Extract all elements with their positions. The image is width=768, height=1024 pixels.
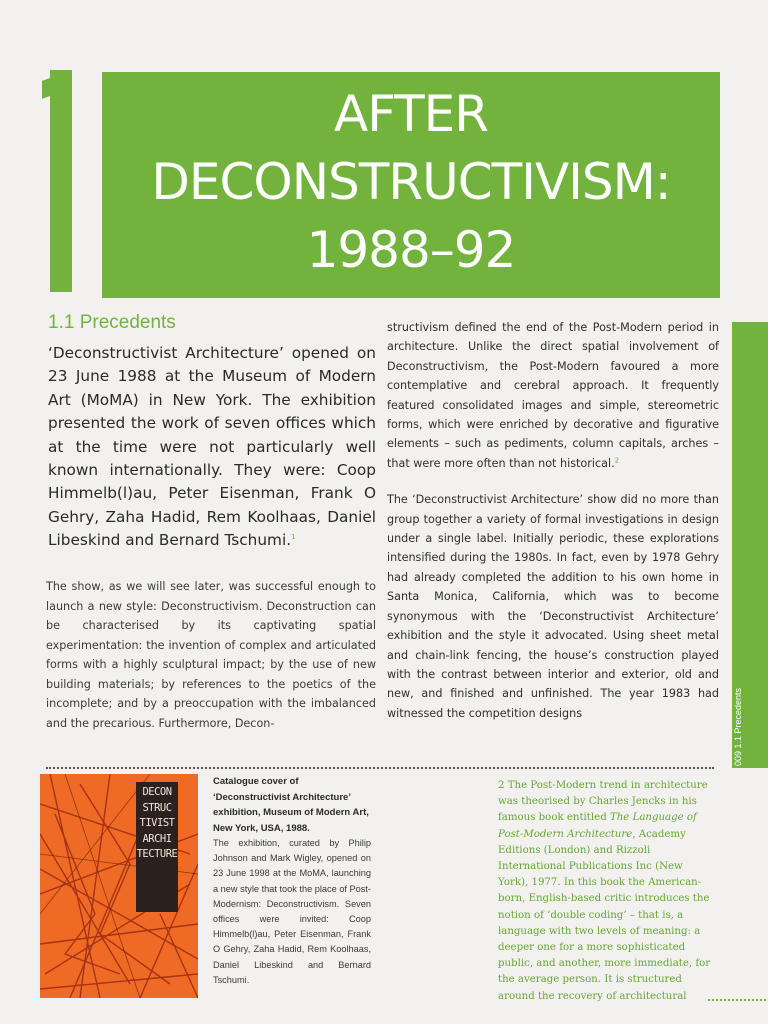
footnote-book-title: The Language of Post-Modern Architecture [498, 812, 697, 840]
body-text-left: The show, as we will see later, was successful enough to launch a new style: Deconstructivism. Deconstruction can be characterised by its captivating spatial experimentation: the invention of complex and articulated forms with a highly sculptural impact; by the use of new building materials; by references to the poetics of the incomplete; and by a preoccupation with the imbalanced and the precarious. Furthermore, Decon- [46, 580, 376, 730]
footnote-continuation-dots [708, 999, 766, 1001]
lead-paragraph [48, 342, 376, 553]
side-tab-label: 009 1.1 Precedents [733, 687, 743, 766]
body-paragraph-right-1 [387, 318, 719, 473]
cover-title-block [136, 782, 178, 912]
chapter-title-line-1: AFTER [334, 85, 488, 143]
section-heading: 1.1 Precedents [48, 312, 176, 333]
cover-title-line: TIVIST [139, 817, 175, 829]
dotted-divider [46, 767, 714, 769]
footnote-2 [498, 778, 712, 1005]
footnote-text-before: The Post-Modern trend in architecture was theorised by Charles Jencks in his famous book entitled [498, 780, 708, 824]
lead-paragraph-text: ‘Deconstructivist Architecture’ opened on 23 June 1988 at the Museum of Modern Art (MoMA) in New York. The exhibition presented the work of seven offices which at the time were not particularly well known internationally. They were: Coop Himmelb(l)au, Peter Eisenman, Frank O Gehry, Zaha Hadid, Rem Koolhaas, Daniel Libeskind and Bernard Tschumi. [48, 344, 376, 550]
body-paragraph-right-2: The ‘Deconstructivist Architecture’ show did no more than group together a variety of formal investigations in design under a single label. Initially periodic, these explorations intensified during the 1980s. In fact, even by 1978 Gehry had already completed the addition to his own home in Santa Monica, California, which was to become synonymous with the ‘Deconstructivist Architecture’ exhibition and the style it advocated. Using sheet metal and chain-link fencing, the house’s construction played with the contrast between interior and exterior, old and new, and finished and unfinished. The year 1983 had witnessed the competition designs [387, 493, 719, 720]
chapter-title-band [102, 72, 720, 298]
footnote-text-after: , Academy Editions (London) and Rizzoli International Publications Inc (New York), 1977. In this book the American-born, English-based critic introduces the notion of ‘double coding’ – that is, a language with two levels of meaning: a deeper one for a more sophisticated public, and another, more immediate, for the average person. It is structured around the recovery of architectural [498, 828, 711, 1002]
body-paragraph-right-1-text: structivism defined the end of the Post-Modern period in architecture. Unlike the direct spatial involvement of Deconstructivism, the Post-Modern favoured a more contemplative and cerebral approach. It frequently featured consolidated images and simple, stereometric forms, which were enriched by decorative and figurative elements – such as pediments, column capitals, arches – that were more often than not historical. [387, 321, 719, 470]
figure-caption-title: Catalogue cover of ‘Deconstructivist Architecture’ exhibition, Museum of Modern Art, New York, USA, 1988. [213, 776, 369, 834]
chapter-title-line-2: DECONSTRUCTIVISM: [151, 153, 671, 211]
chapter-number-graphic [50, 70, 72, 292]
body-text-right-column [387, 318, 719, 740]
footnote-ref-1[interactable]: 1 [291, 533, 296, 542]
catalogue-cover-image [40, 774, 198, 998]
footnote-ref-2[interactable]: 2 [614, 456, 620, 465]
cover-title-line: DECON [142, 786, 172, 798]
cover-title-line: ARCHI [142, 832, 172, 845]
chapter-title-line-3: 1988–92 [306, 221, 516, 279]
figure-caption-body: The exhibition, curated by Philip Johnson and Mark Wigley, opened on 23 June 1998 at the MoMA, launching a new style that took the place of Post-Modernism: Deconstructivism. Seven offices were invited: Coop Himmelb(l)au, Peter Eisenman, Frank O Gehry, Zaha Hadid, Rem Koolhaas, Daniel Libeskind and Bernard Tschumi. [213, 838, 371, 985]
footnote-number: 2 [498, 780, 505, 791]
cover-title-line: STRUC [142, 801, 172, 814]
cover-title-line: TECTURE [136, 848, 178, 860]
